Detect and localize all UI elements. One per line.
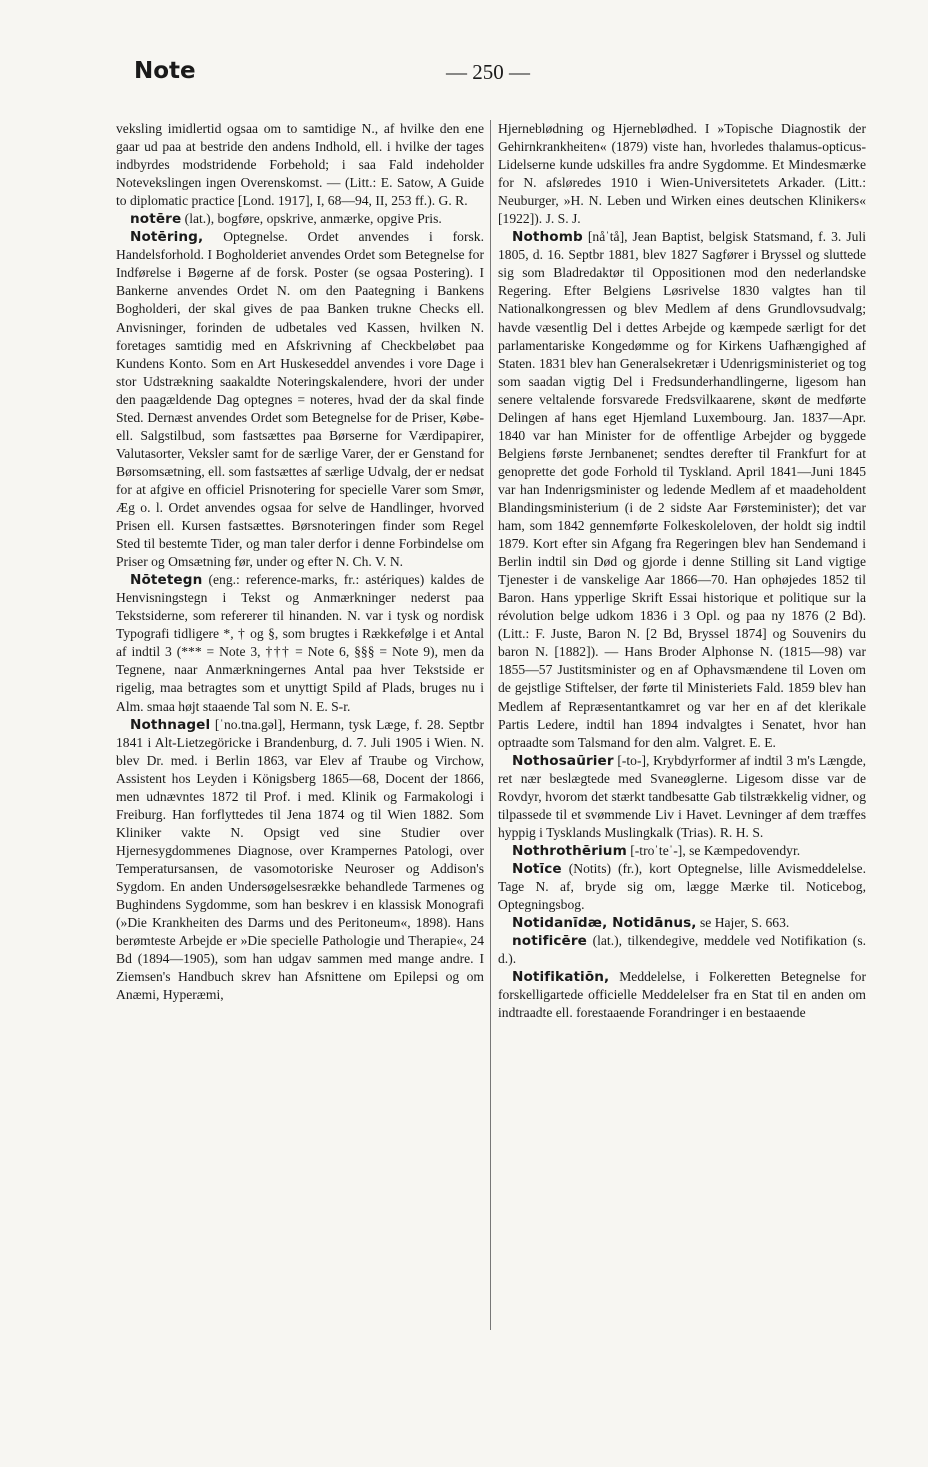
entry-notifikation (498, 968, 866, 1022)
entry-notere (116, 210, 484, 228)
entry-headword: notēre (130, 211, 182, 228)
entry-continuation (498, 120, 866, 228)
entry-nothrotherium (498, 842, 866, 860)
entry-text: (lat.), bogføre, opskrive, anmærke, opgive Pris. (184, 211, 442, 227)
entry-text: [nåˈtå], Jean Baptist, belgisk Statsmand, f. 3. Juli 1805, d. 16. Septbr 1881, blev 1827 Sagfører i Bryssel og sluttede sig som Bladredaktør til Oppositionen mod den nederlandske Regering. Efter Belgiens Løsrivelse 1830 valgtes han til Nationalkongressen og blev Medlem af dens Grundlovsudvalg; havde væsentlig Del i dettes Arbejde og kæmpede særligt for det parlamentariske Kongedømme og for Kirkens Uafhængighed af Staten. 1831 blev han Generalsekretær i Udenrigsministeriet og tog som saadan vigtig Del i Fredsunderhandlingerne, ligesom han senere veltalende forsvarede Fredsvilkaarene, skønt de medførte Delingen af hans eget Hjemland Luxembourg. Jan. 1837—Apr. 1840 var han Minister for de offentlige Arbejder og byggede Belgiens første Jernbanenet; sendtes derefter til Frankfurt for at genoprette det gode Forhold til Tyskland. April 1841—Juni 1845 var han Indenrigsminister og ledende Medlem af et maadeholdent Blandingsministerium (i de 2 sidste Aar Førsteminister); det var ham, som 1842 gennemførte Folkeskoleloven, der holdt sig indtil 1879. Kort efter sin Afgang fra Regeringen blev han Sendemand i Berlin indtil sin Død og gjorde i denne Stilling sit Land vigtige Tjenester i de vanskelige Aar 1866—70. Han ophøjedes 1852 til Baron. Hans ypperlige Skrift Essai historique et politique sur la révolution belge udkom 1836 i 3 Opl. og paa ny 1876 (2 Bd). (Litt.: F. Juste, Baron N. [2 Bd, Bryssel 1874] og Souvenirs du baron N. [1882]). — Hans Broder Alphonse N. (1815—98) var 1855—57 Justitsminister og en af Ophavsmændene til Loven om de gejstlige Stiftelser, der førte til Ministeriets Fald. 1859 blev han Medlem af Repræsentantkamret og var her en af det klerikale Partis Ledere, indtil han 1894 indvalgtes i Senatet, hvor han optraadte som Talsmand for den alm. Valgret. E. E. (498, 229, 867, 750)
entry-headword: Notīce (512, 860, 562, 877)
entry-text: (lat.), tilkendegive, meddele ved Notifikation (s. d.). (498, 933, 867, 967)
entry-text: veksling imidlertid ogsaa om to samtidige N., af hvilke den ene gaar ud paa at bestride den andens Indhold, ell. i hvilke der tages indbyrdes modstridende Forbehold; i saa Fald indeholder Notevekslingen ingen Overenskomst. — (Litt.: E. Satow, A Guide to diplomatic practice [Lond. 1917], I, 68—94, II, 253 ff.). G. R. (116, 121, 484, 209)
entry-notidanidae (498, 914, 866, 932)
entry-notetegn (116, 571, 484, 715)
entry-nothnagel (116, 716, 484, 1005)
running-head-word: Note (134, 58, 196, 84)
entry-text: Meddelelse, i Folkeretten Betegnelse for forskelligartede officielle Meddelelser fra en Stat til en anden om indtraadte ell. forestaaende Forandringer i en bestaaende (498, 969, 866, 1021)
entry-text: (eng.: reference-marks, fr.: astériques) kaldes de Henvisningstegn i Tekst og Anmærkninger nederst paa Tekstsiderne, som refererer til hinanden. N. var i tysk og nordisk Typografi tidligere *, † og §, som brugtes i Rækkefølge i et Antal af indtil 3 (*** = Note 3, ††† = Note 6, §§§ = Note 9), men da Tegnene, naar Anmærkningernes Antal paa hver Tekstside er rigelig, maa betragtes som et unyttigt Spild af Plads, bruges nu i Alm. smaa højt staaende Tal som N. E. S-r. (116, 572, 484, 714)
entry-text: [-to-], Krybdyrformer af indtil 3 m's Længde, ret nær beslægtede med Svaneøglerne. Ligesom disse var de Rovdyr, hvorom det stærkt tandbesatte Gab tilstrækkelig vidner, og tilpassede til et svømmende Liv i Havet. Levninger af dem træffes hyppig i Tysklands Muslingkalk (Trias). R. H. S. (498, 752, 867, 840)
entry-notering (116, 228, 484, 571)
entry-nothosaurier (498, 752, 866, 842)
page-number: — 250 — (446, 60, 530, 84)
entry-headword: notificēre (512, 933, 587, 950)
column-divider (490, 120, 491, 1330)
entry-headword: Nothnagel (130, 716, 211, 733)
entry-text: Hjerneblødning og Hjerneblødhed. I »Topische Diagnostik der Gehirnkrankheiten« (1879) viste han, hvorledes thalamus-opticus-Lidelserne kunde udskilles fra andre Sygdomme. Et Mindesmærke for N. afsløredes 1910 i Wien-Universitetets Arkader. (Litt.: Neuburger, »H. N. Leben und Wirken eines deutschen Klinikers« [1922]). J. S. J. (498, 121, 866, 227)
entry-headword: Nothomb (512, 229, 583, 246)
entry-headword: Nōtetegn (130, 572, 203, 589)
entry-notice (498, 860, 866, 914)
entry-text: (Notits) (fr.), kort Optegnelse, lille Avismeddelelse. Tage N. af, bryde sig om, lægge Mærke til. Noticebog, Optegningsbog. (498, 860, 866, 913)
entry-notificere (498, 932, 866, 968)
entry-text: [ˈno.tna.gəl], Hermann, tysk Læge, f. 28. Septbr 1841 i Alt-Lietzegöricke i Brandenburg, d. 7. Juli 1905 i Wien. N. blev Dr. med. i Berlin 1863, var Elev af Traube og Virchow, Assistent hos Leyden i Königsberg 1865—68, Docent der 1866, men udnævntes 1872 til Prof. i med. Klinik og Farmakologi i Freiburg. Han forflyttedes til Jena 1874 og til Wien 1882. Som Kliniker vakte N. Opsigt ved sine Studier over Hjernesygdommenes Diagnose, over Krampernes Patologi, over Temperatursansen, de vasomotoriske Neuroser og Addison's Sygdom. En anden Undersøgelsesrække behandlede Tarmenes og Bughindens Sygdomme, som han beskrev i en klassisk Monografi (»Die Krankheiten des Darms und des Peritoneum«, 1898). Hans berømteste Arbejde er »Die specielle Pathologie und Therapie«, 24 Bd (1894—1905), som han udgav sammen med mange andre. I Ziemsen's Handbuch skrev han Afsnittene om Epilepsi og om Anæmi, Hyperæmi, (116, 716, 485, 1003)
entry-continuation (116, 120, 484, 210)
entry-text: Optegnelse. Ordet anvendes i forsk. Handelsforhold. I Bogholderiet anvendes Ordet som Betegnelse for Indførelse i Bøgerne af de forsk. Poster (se ogsaa Postering). I Bankerne anvendes Ordet N. om den Paategning i Bankens Bogholderi, der skal gives de paa Banken trukne Checks ell. Anvisninger, forinden de udbetales ved Kassen, hvilken N. foretages samtidig med en Afskrivning af Checkbeløbet paa Kundens Konto. Som en Art Huskeseddel anvendes i vore Dage i stor Udstrækning saakaldte Noteringskalendere, hvori der under den paagældende Dag optegnes = noteres, hvad der da skal finde Sted. Dernæst anvendes Ordet som Betegnelse for de Priser, Købe- ell. Salgstilbud, som fastsættes paa Børserne for Værdipapirer, Valutasorter, Veksler samt for de særlige Varer, der er Genstand for Børsomsætning, ell. som fastsættes af særlige Udvalg, der er nedsat for at afgive en officiel Prisnotering for specielle Varer som Smør, Æg o. l. Ordet anvendes ogsaa for selve de Handlinger, hvorved Prisen ell. Kursen fastsættes. Børsnoteringen finder som Regel Sted til bestemte Tider, og man taler derfor i denne Forbindelse om Priser og Omsætning før, under og efter N. Ch. V. N. (116, 229, 484, 570)
entry-headword: Nothrothērium (512, 842, 627, 859)
entry-headword: Notēring, (130, 229, 204, 246)
entry-nothomb (498, 228, 866, 751)
left-column (116, 120, 484, 1004)
entry-headword: Nothosaūrier (512, 752, 614, 769)
entry-text: se Hajer, S. 663. (699, 915, 790, 931)
entry-text: [-troˈteˈ-], se Kæmpedovendyr. (630, 842, 801, 858)
entry-headword: Notifikatiōn, (512, 969, 610, 986)
page-header (132, 58, 866, 94)
right-column (498, 120, 866, 1022)
entry-headword: Notidanīdæ, Notidānus, (512, 915, 697, 932)
